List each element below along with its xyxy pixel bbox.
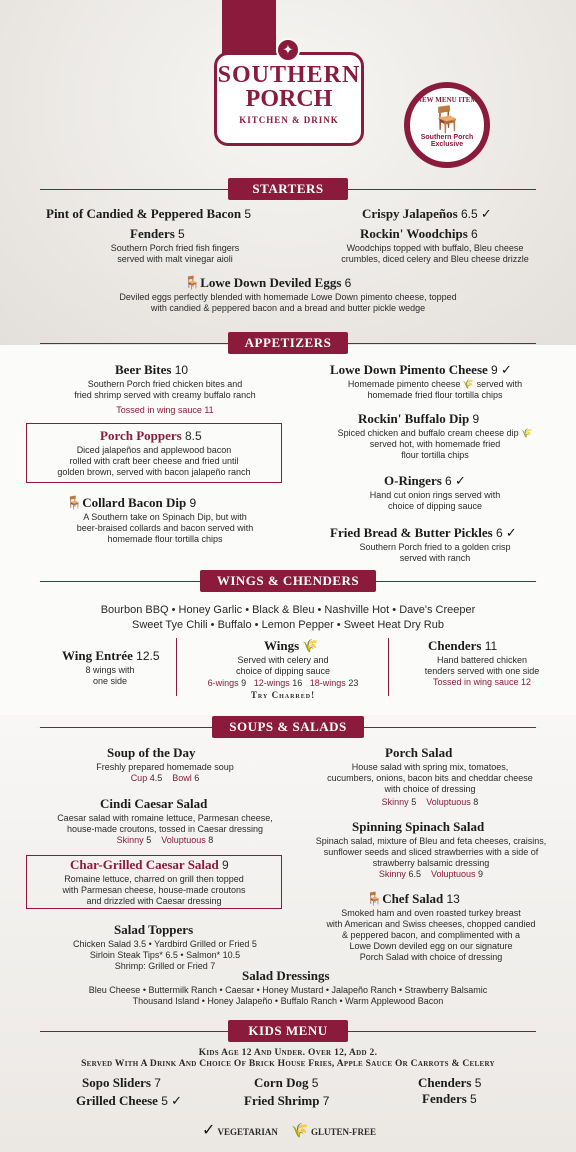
kids-item-name: Fenders 5 — [422, 1091, 477, 1106]
brand-name-line2: PORCH — [245, 86, 333, 112]
menu-item-description: A Southern take on Spinach Dip, but with beer-braised collards and bacon served with homemade flour tortilla chips — [76, 512, 254, 544]
wing-sizes: 6-wings 9 12-wings 16 18-wings 23 — [207, 678, 359, 688]
menu-item-description: Homemade pimento cheese 🌾 served with homemade fried flour tortilla chips — [347, 379, 523, 400]
menu-item-name: Wings 🌾 — [264, 638, 319, 654]
menu-item-name: 🪑Chef Salad 13 — [366, 891, 460, 907]
menu-item-description: Freshly prepared homemade soup Cup 4.5 Bowl 6 — [96, 762, 234, 783]
menu-item-name: Beer Bites 10 — [115, 362, 189, 377]
legend — [202, 1120, 376, 1140]
wing-note: Try Charred! — [250, 690, 316, 700]
wheat-icon: 🌾 — [302, 639, 319, 654]
menu-item-name: Rockin' Woodchips 6 — [360, 226, 478, 241]
menu-item-name: Char-Grilled Caesar Salad 9 — [70, 857, 229, 872]
legend-vegetarian: VEGETARIAN — [217, 1127, 278, 1137]
rocking-chair-icon: 🪑 — [184, 276, 201, 291]
vegetarian-check-icon: ✓ — [454, 474, 466, 489]
menu-item-description: Spinach salad, mixture of Bleu and feta cheeses, craisins, sunflower seeds and sliced strawberries with a side of strawberry balsamic dressing Skinny 6.5 Voluptuous 9 — [315, 836, 547, 879]
menu-item-name: 🪑Lowe Down Deviled Eggs 6 — [184, 275, 352, 291]
menu-item-description: Spiced chicken and buffalo cream cheese dip 🌾 served hot, with homemade fried flour tortilla chips — [337, 428, 533, 460]
section-title-starters: STARTERS — [228, 178, 348, 200]
kids-item-name: Fried Shrimp 7 — [244, 1093, 330, 1108]
menu-item-name: Porch Salad — [385, 745, 453, 760]
menu-item-name: Wing Entrée 12.5 — [62, 648, 160, 663]
menu-item-name: Salad Toppers — [114, 922, 194, 937]
menu-item-description: Woodchips topped with buffalo, Bleu cheese crumbles, diced celery and Bleu cheese drizzle — [341, 243, 529, 264]
menu-item-name: Pint of Candied & Peppered Bacon 5 — [46, 206, 252, 221]
menu-item-name: 🪑Collard Bacon Dip 9 — [66, 495, 197, 511]
menu-item-description: 8 wings with one side — [85, 665, 135, 686]
rocking-chair-icon: 🪑 — [366, 892, 383, 907]
dressings-list: Bleu Cheese • Buttermilk Ranch • Caesar • Honey Mustard • Jalapeño Ranch • Strawberry Balsamic Thousand Island • Honey Jalapeño • Buffalo Ranch • Warm Applewood Bacon — [88, 985, 488, 1006]
menu-item-name: Chenders 11 — [428, 638, 498, 653]
kids-item-name: Corn Dog 5 — [254, 1075, 319, 1090]
new-menu-item-badge — [404, 82, 490, 168]
brand-logo — [214, 52, 364, 146]
menu-item-description: Hand battered chicken tenders served with one side Tossed in wing sauce 12 — [424, 655, 540, 687]
menu-item-description: Romaine lettuce, charred on grill then topped with Parmesan cheese, house-made croutons and drizzled with Caesar dressing — [62, 874, 246, 906]
menu-item-name: Fenders 5 — [130, 226, 185, 241]
vegetarian-check-icon: ✓ — [505, 526, 517, 541]
menu-item-name: Salad Dressings — [242, 968, 330, 983]
kids-item-name: Grilled Cheese 5 ✓ — [76, 1093, 183, 1109]
menu-item-name: Cindi Caesar Salad — [100, 796, 208, 811]
menu-item-name: Porch Poppers 8.5 — [100, 428, 202, 443]
brand-tagline: KITCHEN & DRINK — [239, 115, 339, 125]
section-title-wings: WINGS & CHENDERS — [200, 570, 376, 592]
wheat-icon: 🌾 — [521, 428, 533, 438]
legend-gluten-free: GLUTEN-FREE — [311, 1127, 377, 1137]
brand-name-line1: SOUTHERN — [217, 62, 361, 88]
section-title-appetizers: APPETIZERS — [228, 332, 348, 354]
menu-item-description: Served with celery and choice of dipping sauce — [235, 655, 331, 676]
section-title-soups-salads: SOUPS & SALADS — [212, 716, 364, 738]
menu-item-name: Crispy Jalapeños 6.5 ✓ — [362, 206, 492, 222]
vegetarian-check-icon: ✓ — [202, 1120, 216, 1139]
menu-item-name: Soup of the Day — [107, 745, 196, 760]
badge-top-text: NEW MENU ITEM — [416, 96, 478, 104]
menu-item-name: Spinning Spinach Salad — [352, 819, 485, 834]
rocking-chair-icon: 🪑 — [66, 496, 83, 511]
kids-note: Kids Age 12 And Under. Over 12, Add 2. Served With A Drink And Choice Of Brick House Fries, Apple Sauce Or Carrots & Celery — [81, 1048, 495, 1069]
menu-item-description: House salad with spring mix, tomatoes, cucumbers, onions, bacon bits and cheddar cheese with choice of dressing Skinny 5 Voluptuous 8 — [327, 762, 533, 807]
divider — [176, 638, 177, 696]
menu-item-name: Lowe Down Pimento Cheese 9 ✓ — [330, 362, 512, 378]
kids-item-name: Chenders 5 — [418, 1075, 482, 1090]
menu-item-description: Southern Porch fried chicken bites and fried shrimp served with creamy buffalo ranch Tossed in wing sauce 11 — [74, 379, 256, 415]
rocking-chair-icon: 🪑 — [430, 104, 464, 134]
menu-item-name: O-Ringers 6 ✓ — [384, 473, 466, 489]
menu-item-description: Southern Porch fried to a golden crisp served with ranch — [359, 542, 511, 563]
menu-item-description: Caesar salad with romaine lettuce, Parmesan cheese, house-made croutons, tossed in Caesar dressing Skinny 5 Voluptuous 8 — [57, 813, 273, 845]
vegetarian-check-icon: ✓ — [480, 207, 492, 222]
wheat-icon: 🌾 — [291, 1124, 309, 1139]
wheat-icon: 🌾 — [462, 379, 475, 389]
vegetarian-check-icon: ✓ — [171, 1094, 183, 1109]
menu-item-description: Deviled eggs perfectly blended with homemade Lowe Down pimento cheese, topped with candied & peppered bacon and a bread and butter pickle wedge — [119, 292, 457, 313]
menu-item-name: Rockin' Buffalo Dip 9 — [358, 411, 480, 426]
vegetarian-check-icon: ✓ — [500, 363, 512, 378]
badge-bottom-text: Southern Porch Exclusive — [420, 134, 474, 148]
menu-item-description: Southern Porch fried fish fingers served with malt vinegar aioli — [110, 243, 240, 264]
menu-item-description: Chicken Salad 3.5 • Yardbird Grilled or Fried 5 Sirloin Steak Tips* 6.5 • Salmon* 10.5 Shrimp: Grilled or Fried 7 — [73, 939, 257, 971]
menu-item-description: Hand cut onion rings served with choice of dipping sauce — [369, 490, 501, 511]
star-icon: ✦ — [276, 38, 300, 62]
menu-item-description: Smoked ham and oven roasted turkey breast with American and Swiss cheeses, chopped candied & peppered bacon, and complimented with a Lowe Down deviled egg on our signature Porch Salad with choice of dressing — [326, 908, 536, 962]
kids-item-name: Sopo Sliders 7 — [82, 1075, 161, 1090]
menu-item-name: Fried Bread & Butter Pickles 6 ✓ — [330, 525, 517, 541]
menu-item-description: Diced jalapeños and applewood bacon rolled with craft beer cheese and fried until golden brown, served with bacon jalapeño ranch — [57, 445, 251, 477]
section-title-kids: KIDS MENU — [228, 1020, 348, 1042]
divider — [388, 638, 389, 696]
wing-sauces-list: Bourbon BBQ • Honey Garlic • Black & Bleu • Nashville Hot • Dave's Creeper Sweet Tye Chili • Buffalo • Lemon Pepper • Sweet Heat Dry Rub — [100, 604, 476, 631]
